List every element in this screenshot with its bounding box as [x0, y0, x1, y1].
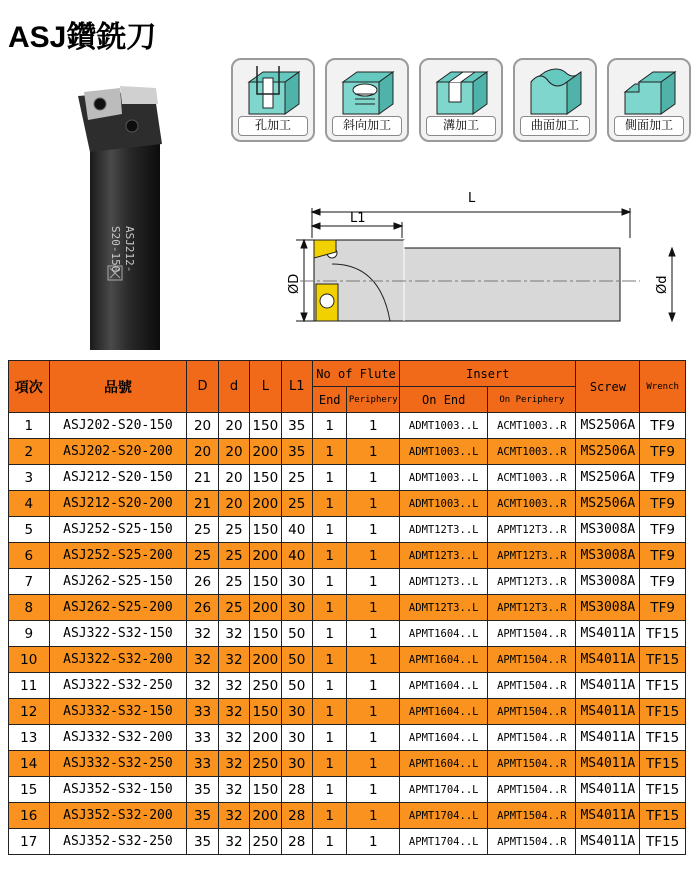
dim-L1: L1 [350, 211, 366, 226]
cell-L1: 25 [281, 491, 312, 517]
cell-d: 25 [218, 569, 249, 595]
col-d-header: d [218, 361, 249, 413]
side-milling-icon [619, 64, 681, 116]
cell-L1: 50 [281, 647, 312, 673]
cell-screw: MS4011A [576, 725, 640, 751]
dim-L: L [468, 191, 476, 206]
cell-flute-periphery: 1 [347, 621, 400, 647]
cell-insert-end: APMT1704..L [400, 829, 488, 855]
cell-insert-end: ADMT12T3..L [400, 595, 488, 621]
cell-insert-periphery: APMT1504..R [488, 803, 576, 829]
cell-no: 17 [9, 829, 50, 855]
cell-L1: 30 [281, 699, 312, 725]
cell-L1: 30 [281, 725, 312, 751]
cell-L1: 40 [281, 517, 312, 543]
cell-model: ASJ332-S32-250 [49, 751, 187, 777]
cell-L: 150 [250, 569, 281, 595]
app-side-milling [607, 58, 691, 142]
cell-L: 150 [250, 413, 281, 439]
cell-D: 20 [187, 439, 218, 465]
cell-L1: 35 [281, 413, 312, 439]
spec-table [8, 360, 686, 855]
cell-screw: MS2506A [576, 491, 640, 517]
cell-d: 32 [218, 647, 249, 673]
cell-d: 25 [218, 595, 249, 621]
cell-insert-end: APMT1604..L [400, 647, 488, 673]
cell-d: 32 [218, 803, 249, 829]
cell-no: 5 [9, 517, 50, 543]
table-row [9, 543, 686, 569]
cell-model: ASJ322-S32-200 [49, 647, 187, 673]
cell-D: 32 [187, 621, 218, 647]
table-row [9, 829, 686, 855]
cell-D: 26 [187, 595, 218, 621]
cell-insert-periphery: APMT12T3..R [488, 543, 576, 569]
cell-insert-periphery: APMT1504..R [488, 647, 576, 673]
cell-L1: 30 [281, 569, 312, 595]
cell-L1: 30 [281, 751, 312, 777]
cell-flute-periphery: 1 [347, 673, 400, 699]
cell-insert-periphery: APMT12T3..R [488, 595, 576, 621]
cell-screw: MS4011A [576, 751, 640, 777]
cell-d: 25 [218, 517, 249, 543]
cell-L: 150 [250, 621, 281, 647]
cell-L: 150 [250, 465, 281, 491]
cell-screw: MS4011A [576, 777, 640, 803]
cell-wrench: TF9 [640, 491, 686, 517]
cell-insert-end: APMT1604..L [400, 699, 488, 725]
cell-insert-periphery: APMT1504..R [488, 699, 576, 725]
cell-L: 200 [250, 725, 281, 751]
cell-insert-end: APMT1604..L [400, 673, 488, 699]
cell-L: 200 [250, 595, 281, 621]
cell-no: 15 [9, 777, 50, 803]
cell-wrench: TF9 [640, 569, 686, 595]
cell-d: 20 [218, 413, 249, 439]
table-row [9, 647, 686, 673]
cell-insert-end: APMT1604..L [400, 621, 488, 647]
cell-L1: 25 [281, 465, 312, 491]
col-no-header: 項次 [9, 361, 50, 413]
cell-screw: MS4011A [576, 829, 640, 855]
cell-d: 20 [218, 465, 249, 491]
cell-insert-end: ADMT12T3..L [400, 569, 488, 595]
cell-no: 10 [9, 647, 50, 673]
cell-no: 13 [9, 725, 50, 751]
cell-flute-end: 1 [312, 543, 346, 569]
col-model-header: 品號 [49, 361, 187, 413]
cell-L1: 28 [281, 803, 312, 829]
page-title: ASJ鑽銑刀 [8, 21, 157, 54]
table-row [9, 413, 686, 439]
cell-L: 200 [250, 647, 281, 673]
cell-d: 32 [218, 699, 249, 725]
cell-D: 35 [187, 803, 218, 829]
cell-d: 32 [218, 673, 249, 699]
cell-insert-periphery: APMT12T3..R [488, 517, 576, 543]
cell-flute-periphery: 1 [347, 777, 400, 803]
cell-flute-periphery: 1 [347, 647, 400, 673]
cell-no: 8 [9, 595, 50, 621]
cell-D: 32 [187, 673, 218, 699]
cell-D: 21 [187, 491, 218, 517]
cell-wrench: TF15 [640, 621, 686, 647]
app-label-hole: 孔加工 [238, 116, 308, 136]
cell-flute-periphery: 1 [347, 569, 400, 595]
cell-model: ASJ352-S32-150 [49, 777, 187, 803]
col-L1-header: L1 [281, 361, 312, 413]
cell-wrench: TF9 [640, 595, 686, 621]
cell-flute-periphery: 1 [347, 803, 400, 829]
app-hole-machining [231, 58, 315, 142]
cell-screw: MS4011A [576, 699, 640, 725]
cell-no: 2 [9, 439, 50, 465]
app-label-slotting: 溝加工 [426, 116, 496, 136]
cell-insert-periphery: ACMT1003..R [488, 465, 576, 491]
table-row [9, 621, 686, 647]
table-row [9, 751, 686, 777]
cell-insert-periphery: APMT1504..R [488, 673, 576, 699]
cell-insert-end: ADMT1003..L [400, 439, 488, 465]
cell-insert-periphery: APMT1504..R [488, 777, 576, 803]
cell-d: 32 [218, 777, 249, 803]
col-L-header: L [250, 361, 281, 413]
cell-flute-periphery: 1 [347, 543, 400, 569]
app-label-side: 側面加工 [614, 116, 684, 136]
cell-L1: 50 [281, 673, 312, 699]
cell-screw: MS3008A [576, 517, 640, 543]
cell-no: 16 [9, 803, 50, 829]
cell-no: 9 [9, 621, 50, 647]
cell-D: 26 [187, 569, 218, 595]
cell-flute-end: 1 [312, 673, 346, 699]
cell-wrench: TF15 [640, 725, 686, 751]
table-row [9, 725, 686, 751]
cell-wrench: TF9 [640, 413, 686, 439]
hole-machining-icon [243, 64, 305, 116]
cell-screw: MS4011A [576, 621, 640, 647]
cell-flute-end: 1 [312, 413, 346, 439]
cell-d: 20 [218, 439, 249, 465]
col-flute-end-header: End [312, 387, 346, 413]
cell-d: 32 [218, 621, 249, 647]
cell-flute-periphery: 1 [347, 595, 400, 621]
col-insert-header: Insert [400, 361, 576, 387]
cell-flute-end: 1 [312, 725, 346, 751]
application-icons [231, 58, 691, 142]
cell-insert-end: APMT1704..L [400, 777, 488, 803]
cell-screw: MS3008A [576, 595, 640, 621]
cell-flute-end: 1 [312, 777, 346, 803]
cell-flute-periphery: 1 [347, 725, 400, 751]
cell-model: ASJ212-S20-200 [49, 491, 187, 517]
table-row [9, 491, 686, 517]
cell-insert-end: APMT1604..L [400, 751, 488, 777]
cell-wrench: TF15 [640, 777, 686, 803]
cell-model: ASJ252-S25-150 [49, 517, 187, 543]
cell-D: 33 [187, 725, 218, 751]
table-row [9, 439, 686, 465]
cell-flute-periphery: 1 [347, 517, 400, 543]
cell-L: 150 [250, 517, 281, 543]
app-slotting [419, 58, 503, 142]
cell-wrench: TF15 [640, 673, 686, 699]
table-row [9, 777, 686, 803]
cell-flute-end: 1 [312, 621, 346, 647]
slotting-icon [431, 64, 493, 116]
cell-flute-periphery: 1 [347, 491, 400, 517]
cell-model: ASJ332-S32-200 [49, 725, 187, 751]
cell-no: 12 [9, 699, 50, 725]
cell-model: ASJ202-S20-200 [49, 439, 187, 465]
dim-d: Ød [655, 275, 670, 294]
cell-L: 150 [250, 699, 281, 725]
cell-model: ASJ202-S20-150 [49, 413, 187, 439]
cell-no: 6 [9, 543, 50, 569]
cell-D: 21 [187, 465, 218, 491]
cell-flute-end: 1 [312, 465, 346, 491]
cell-flute-end: 1 [312, 595, 346, 621]
col-screw-header: Screw [576, 361, 640, 413]
cell-d: 32 [218, 751, 249, 777]
cell-flute-periphery: 1 [347, 829, 400, 855]
cell-D: 25 [187, 543, 218, 569]
cell-flute-end: 1 [312, 829, 346, 855]
cell-model: ASJ262-S25-200 [49, 595, 187, 621]
cell-no: 14 [9, 751, 50, 777]
cell-no: 1 [9, 413, 50, 439]
contour-machining-icon [525, 64, 587, 116]
cell-flute-periphery: 1 [347, 699, 400, 725]
table-row [9, 569, 686, 595]
cell-L: 200 [250, 491, 281, 517]
cell-L: 250 [250, 829, 281, 855]
cell-model: ASJ262-S25-150 [49, 569, 187, 595]
cell-L1: 30 [281, 595, 312, 621]
cell-d: 20 [218, 491, 249, 517]
cell-L: 200 [250, 803, 281, 829]
cell-model: ASJ352-S32-200 [49, 803, 187, 829]
table-row [9, 699, 686, 725]
cell-L: 250 [250, 751, 281, 777]
col-D-header: D [187, 361, 218, 413]
cell-flute-end: 1 [312, 803, 346, 829]
cell-insert-end: ADMT12T3..L [400, 543, 488, 569]
col-insert-periphery-header: On Periphery [488, 387, 576, 413]
dimension-drawing [280, 180, 690, 340]
col-insert-end-header: On End [400, 387, 488, 413]
cell-no: 3 [9, 465, 50, 491]
cell-wrench: TF15 [640, 699, 686, 725]
table-row [9, 465, 686, 491]
cell-flute-end: 1 [312, 439, 346, 465]
cell-wrench: TF9 [640, 543, 686, 569]
cell-screw: MS2506A [576, 439, 640, 465]
cell-L1: 40 [281, 543, 312, 569]
cell-D: 32 [187, 647, 218, 673]
cell-L1: 50 [281, 621, 312, 647]
cell-L1: 28 [281, 777, 312, 803]
cell-d: 32 [218, 725, 249, 751]
cell-flute-end: 1 [312, 491, 346, 517]
cell-flute-periphery: 1 [347, 465, 400, 491]
cell-flute-end: 1 [312, 751, 346, 777]
cell-insert-periphery: APMT1504..R [488, 725, 576, 751]
cell-no: 4 [9, 491, 50, 517]
cell-insert-periphery: ACMT1003..R [488, 491, 576, 517]
cell-flute-periphery: 1 [347, 751, 400, 777]
cell-L: 200 [250, 543, 281, 569]
col-flute-header: No of Flute [312, 361, 399, 387]
cell-wrench: TF9 [640, 517, 686, 543]
cell-L: 150 [250, 777, 281, 803]
cell-screw: MS4011A [576, 673, 640, 699]
cell-D: 35 [187, 829, 218, 855]
table-row [9, 673, 686, 699]
tool-marking-2: S20-150 [109, 226, 122, 273]
cell-model: ASJ252-S25-200 [49, 543, 187, 569]
cell-screw: MS3008A [576, 543, 640, 569]
dim-D: ØD [287, 273, 302, 294]
cell-flute-end: 1 [312, 647, 346, 673]
cell-no: 7 [9, 569, 50, 595]
col-wrench-header: Wrench [640, 361, 686, 413]
app-label-contour: 曲面加工 [520, 116, 590, 136]
cell-insert-end: APMT1704..L [400, 803, 488, 829]
cell-no: 11 [9, 673, 50, 699]
cell-wrench: TF15 [640, 751, 686, 777]
cell-D: 20 [187, 413, 218, 439]
cell-L: 200 [250, 439, 281, 465]
cell-D: 33 [187, 751, 218, 777]
cell-d: 32 [218, 829, 249, 855]
cell-wrench: TF15 [640, 829, 686, 855]
cell-wrench: TF15 [640, 647, 686, 673]
cell-model: ASJ352-S32-250 [49, 829, 187, 855]
cell-flute-end: 1 [312, 699, 346, 725]
cell-L1: 35 [281, 439, 312, 465]
cell-insert-end: ADMT12T3..L [400, 517, 488, 543]
cell-D: 35 [187, 777, 218, 803]
cell-insert-end: APMT1604..L [400, 725, 488, 751]
cell-model: ASJ322-S32-150 [49, 621, 187, 647]
cell-screw: MS4011A [576, 647, 640, 673]
cell-insert-periphery: APMT1504..R [488, 751, 576, 777]
cell-insert-periphery: APMT12T3..R [488, 569, 576, 595]
table-row [9, 803, 686, 829]
cell-flute-periphery: 1 [347, 413, 400, 439]
cell-wrench: TF9 [640, 465, 686, 491]
app-label-ramping: 斜向加工 [332, 116, 402, 136]
cell-D: 25 [187, 517, 218, 543]
cell-insert-periphery: ACMT1003..R [488, 439, 576, 465]
cell-screw: MS3008A [576, 569, 640, 595]
cell-wrench: TF15 [640, 803, 686, 829]
cell-screw: MS2506A [576, 413, 640, 439]
cell-screw: MS2506A [576, 465, 640, 491]
tool-photo [60, 70, 180, 350]
cell-insert-periphery: ACMT1003..R [488, 413, 576, 439]
cell-insert-end: ADMT1003..L [400, 491, 488, 517]
tool-marking: ASJ212- [123, 226, 136, 273]
cell-insert-end: ADMT1003..L [400, 413, 488, 439]
cell-insert-periphery: APMT1504..R [488, 829, 576, 855]
cell-model: ASJ322-S32-250 [49, 673, 187, 699]
cell-insert-end: ADMT1003..L [400, 465, 488, 491]
cell-flute-periphery: 1 [347, 439, 400, 465]
app-contour [513, 58, 597, 142]
table-row [9, 595, 686, 621]
cell-wrench: TF9 [640, 439, 686, 465]
app-ramping [325, 58, 409, 142]
cell-insert-periphery: APMT1504..R [488, 621, 576, 647]
cell-d: 25 [218, 543, 249, 569]
cell-model: ASJ212-S20-150 [49, 465, 187, 491]
cell-screw: MS4011A [576, 803, 640, 829]
cell-flute-end: 1 [312, 569, 346, 595]
cell-flute-end: 1 [312, 517, 346, 543]
cell-L1: 28 [281, 829, 312, 855]
table-row [9, 517, 686, 543]
col-flute-periphery-header: Periphery [347, 387, 400, 413]
ramping-icon [337, 64, 399, 116]
cell-D: 33 [187, 699, 218, 725]
cell-model: ASJ332-S32-150 [49, 699, 187, 725]
cell-L: 250 [250, 673, 281, 699]
